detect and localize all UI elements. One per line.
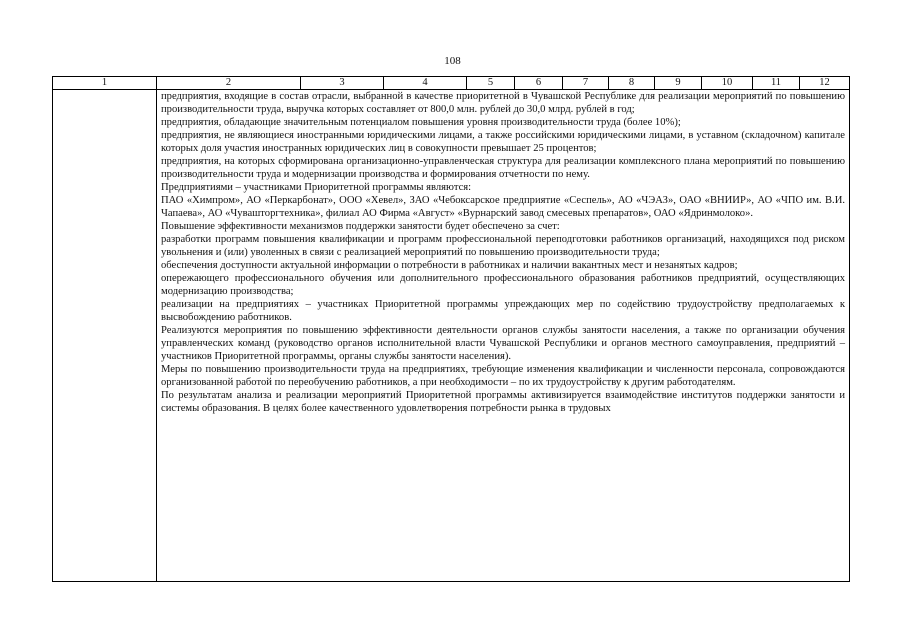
paragraph: разработки программ повышения квалификации и программ профессиональной переподготовки работников организаций, находящихся под риском увольнения и (или) уволенных в связи с реализацией мероприятий по повышению производительности труда;: [161, 234, 845, 258]
column-header: 10: [702, 77, 753, 90]
table-row: [53, 90, 850, 582]
column-header-row: [53, 77, 850, 90]
column-header: 3: [301, 77, 384, 90]
paragraph: предприятия, обладающие значительным потенциалом повышения уровня производительности труда (более 10%);: [161, 117, 681, 128]
column-header: 12: [800, 77, 850, 90]
paragraph: опережающего профессионального обучения или дополнительного профессионального образования работников предприятий, осуществляющих модернизацию производства;: [161, 273, 845, 297]
column-header: 11: [753, 77, 800, 90]
content-cell: [157, 90, 850, 582]
paragraph: По результатам анализа и реализации мероприятий Приоритетной программы активизируется взаимодействие институтов поддержки занятости и системы образования. В целях более качественного удовлетворения потребности рынка в трудовых: [161, 390, 845, 414]
document-table: [52, 76, 850, 582]
column-header: 1: [53, 77, 157, 90]
page-number: 108: [444, 55, 461, 67]
column-header: 2: [157, 77, 301, 90]
paragraph: Повышение эффективности механизмов поддержки занятости будет обеспечено за счет:: [161, 221, 560, 232]
paragraph: Реализуются мероприятия по повышению эффективности деятельности органов службы занятости населения, а также по организации обучения управленческих команд (руководство органов исполнительной власти Чувашской Республики и органов местного самоуправления, предприятий – участников Приоритетной программы, органы службы занятости населения).: [161, 325, 845, 362]
paragraph: предприятия, входящие в состав отрасли, выбранной в качестве приоритетной в Чувашской Республике для реализации мероприятий по повышению производительности труда, выручка которых составляет от 800,0 млн. рублей до 30,0 млрд. рублей в год;: [161, 91, 845, 115]
column-header: 5: [467, 77, 515, 90]
paragraph: обеспечения доступности актуальной информации о потребности в работниках и наличии вакантных мест и незанятых кадров;: [161, 260, 738, 271]
paragraph: предприятия, на которых сформирована организационно-управленческая структура для реализации комплексного плана мероприятий по повышению производительности труда и модернизации производства и формирования отчетности по нему.: [161, 156, 845, 180]
paragraph: реализации на предприятиях – участниках Приоритетной программы упреждающих мер по содействию трудоустройству предполагаемых к высвобождению работников.: [161, 299, 845, 323]
paragraph: Меры по повышению производительности труда на предприятиях, требующие изменения квалификации и численности персонала, сопровождаются организованной работой по переобучению работников, а при необходимости – по их трудоустройству к другим работодателям.: [161, 364, 845, 388]
body-text: [157, 90, 849, 415]
empty-first-cell: [53, 90, 157, 582]
paragraph: Предприятиями – участниками Приоритетной программы являются:: [161, 182, 472, 193]
column-header: 4: [384, 77, 467, 90]
column-header: 9: [655, 77, 702, 90]
paragraph: предприятия, не являющиеся иностранными юридическими лицами, а также российскими юридическими лицами, в уставном (складочном) капитале которых доля участия иностранных юридических лиц в совокупности превышает 25 процентов;: [161, 130, 845, 154]
column-header: 8: [609, 77, 655, 90]
column-header: 7: [563, 77, 609, 90]
column-header: 6: [515, 77, 563, 90]
paragraph: ПАО «Химпром», АО «Перкарбонат», ООО «Хевел», ЗАО «Чебоксарское предприятие «Сеспель», АО «ЧЭАЗ», ОАО «ВНИИР», АО «ЧПО им. В.И. Чапаева», АО «Чувашторгтехника», филиал АО Фирма «Август» «Вурнарский завод смесевых препаратов», ОАО «Ядринмолоко».: [161, 195, 845, 219]
